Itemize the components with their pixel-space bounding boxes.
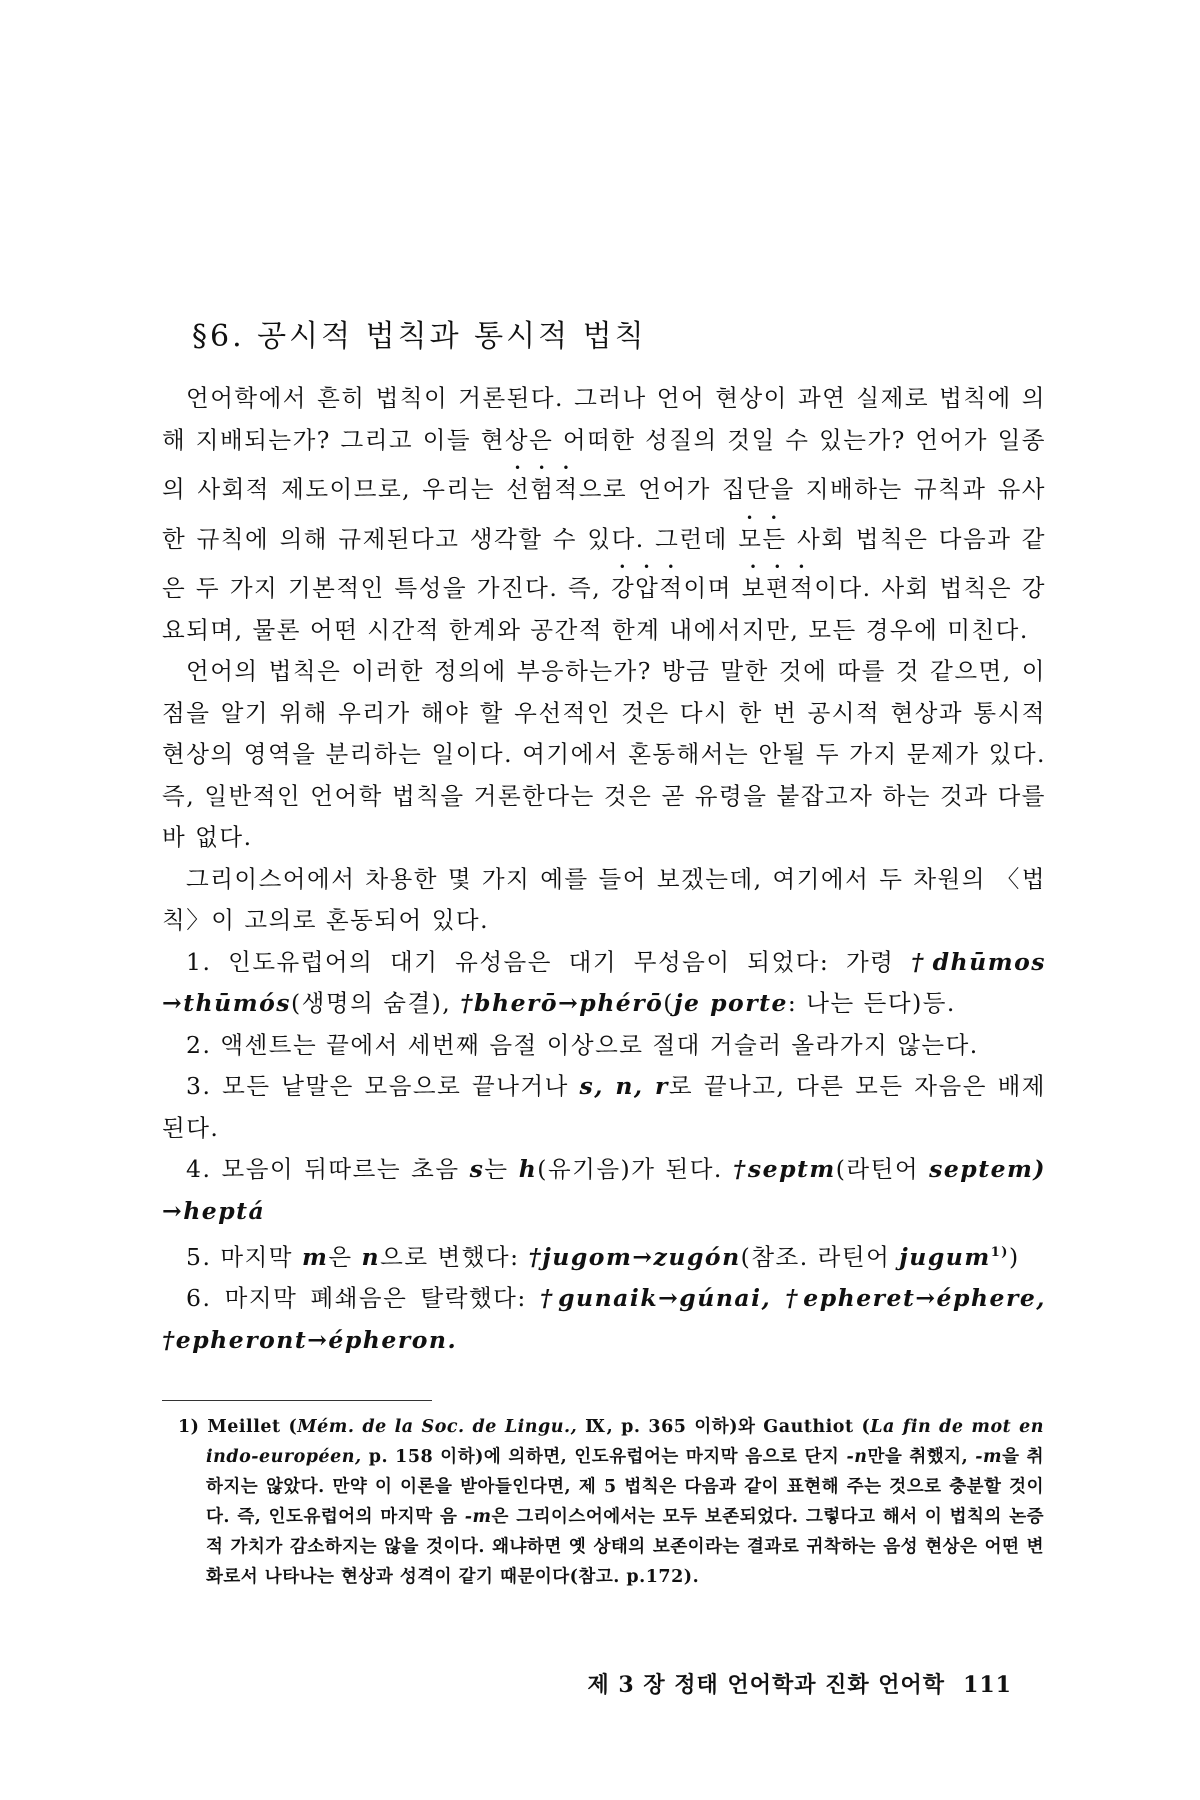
text-run: 마지막 폐쇄음은 탈락했다: [224,1284,541,1313]
text-run: 마지막 [220,1242,302,1271]
text-run: 모음이 뒤따르는 초음 [221,1155,470,1183]
law-item [162,1149,1046,1232]
footnote-text [178,1412,1044,1592]
page-number: 111 [963,1672,1012,1698]
emphasized-term: 선험적 [506,475,579,503]
text-run: (생명의 숨결), [291,989,461,1017]
text-run: (참조. 라틴어 [740,1242,900,1271]
text-run: 인도유럽어의 대기 유성음은 대기 무성음이 되었다: 가령 [228,947,912,976]
example-form: -n [846,1447,868,1467]
body-text [162,378,1046,1361]
text-run: ( [663,989,674,1017]
example-form: je porte [673,989,788,1017]
text-run: ) [1008,1242,1020,1271]
text-run: Ⅸ, p. 365 이하)와 Gauthiot ( [577,1417,871,1437]
example-form: -m [975,1447,1003,1467]
law-item [162,942,1046,1025]
footnote-rule [162,1400,432,1401]
example-form: s [469,1155,485,1183]
text-run: 은 그리이스어에서는 모두 보존되었다. 그렇다고 해서 이 법칙의 논증적 가치가 감소하지는 않을 것이다. 왜냐하면 옛 상태의 보존이라는 결과로 귀착하는 음성 현상은 어떤 변화로서 나타나는 현상과 성격이 같기 때문이다(참고. p.172). [206,1507,1045,1587]
text-run: 로 끝나고, 다른 모든 자음은 배제된다. [162,1072,1046,1142]
example-form: †jugom→zugón [528,1242,741,1271]
law-number: 3. [186,1072,212,1100]
text-run: Meillet ( [207,1417,298,1437]
footnote [178,1412,1044,1592]
footnote-marker: 1) [178,1417,200,1437]
example-form: s, n, r [579,1072,669,1100]
text-run: 이다. 사회 법칙은 강요되며, 물론 어떤 시간적 한계와 공간적 한계 내에서지만, 모든 경우에 미친다. [162,574,1046,644]
example-form: h [518,1155,538,1183]
example-form: †gunaik→gúnai, †epheret→éphere, †epheront→épheron. [162,1284,1046,1354]
text-run: (라틴어 [835,1155,930,1183]
paragraph: 그리이스어에서 차용한 몇 가지 예를 들어 보겠는데, 여기에서 두 차원의 〈법칙〉이 고의로 혼동되어 있다. [162,864,1046,934]
text-run: 으로 변했다: [380,1242,529,1271]
footnote-reference: 1) [990,1245,1009,1260]
paragraph [162,378,1046,651]
text-run: 언어학에서 흔히 법칙이 거론된다. 그러나 언어 현상이 과연 실제로 법칙에 의해 지배되는가? 그리고 이들 현상은 어떠한 성질의 것일 수 있는가? 언어가 일종의 사회적 제도이므로, 우리는 [162,384,1046,503]
law-item [162,1232,1046,1278]
example-form: †septm [733,1155,836,1183]
section-title: §6. 공시적 법칙과 통시적 법칙 [192,318,647,354]
emphasized-term: 모든 [738,524,787,553]
law-number: 4. [186,1155,212,1183]
text-run: p. 158 이하)에 의하면, 인도유럽어는 마지막 음으로 단지 [361,1447,847,1467]
text-run: (유기음)가 된다. [537,1155,733,1183]
running-footer [588,1668,1012,1699]
text-run: 은 [328,1242,362,1271]
law-number: 5. [186,1242,212,1271]
text-run: 으로 언어가 집단을 지배하는 규칙과 유사한 규칙에 의해 규제된다고 생각할 수 있다. 그런데 [162,475,1046,553]
text-run: 사회 법칙은 다음과 같은 두 가지 기본적인 특성을 가진다. 즉, [162,524,1046,602]
example-form: †bherō→phérō [460,989,664,1017]
example-form: m [301,1242,329,1271]
example-form: jugum [899,1242,991,1271]
example-form: -m [464,1507,492,1527]
text-run: 는 [484,1155,519,1183]
paragraph: 언어의 법칙은 이러한 정의에 부응하는가? 방금 말한 것에 따를 것 같으면, 이 점을 알기 위해 우리가 해야 할 우선적인 것은 다시 한 번 공시적 현상과 통시적 현상의 영역을 분리하는 일이다. 여기에서 혼동해서는 안될 두 가지 문제가 있다. 즉, 일반적인 언어학 법칙을 거론한다는 것은 곧 유령을 붙잡고자 하는 것과 다를 바 없다. [162,657,1046,851]
law-number: 6. [186,1284,212,1313]
text-run: : 나는 든다)등. [787,989,956,1017]
text-run: 만을 취했지, [867,1447,976,1467]
law-item [162,1278,1046,1361]
example-form: septem) →heptá [162,1155,1047,1225]
law-number: 2. [186,1030,212,1059]
example-form: †dhūmos →thūmós [162,947,1046,1017]
text-run: 모든 낱말은 모음으로 끝나거나 [222,1072,580,1100]
emphasized-term: 강압적 [610,574,684,602]
emphasized-term: 보편적 [741,574,815,602]
example-form: n [361,1242,381,1271]
citation-title: Mém. de la Soc. de Lingu., [297,1417,578,1437]
text-run: 액센트는 끝에서 세번째 음절 이상으로 절대 거슬러 올라가지 않는다. [220,1030,979,1059]
text-run: 이며 [683,574,742,602]
chapter-running-head: 제 3 장 정태 언어학과 진화 언어학 [587,1672,946,1698]
law-item [162,1025,1046,1067]
law-item [162,1066,1046,1149]
law-number: 1. [186,947,212,976]
text-run: 을 취하지는 않았다. 만약 이 이론을 받아들인다면, 제 5 법칙은 다음과 같이 표현해 주는 것으로 충분할 것이다. 즉, 인도유럽어의 마지막 음 [206,1447,1044,1527]
citation-title: La fin de mot en indo-européen, [206,1417,1044,1467]
